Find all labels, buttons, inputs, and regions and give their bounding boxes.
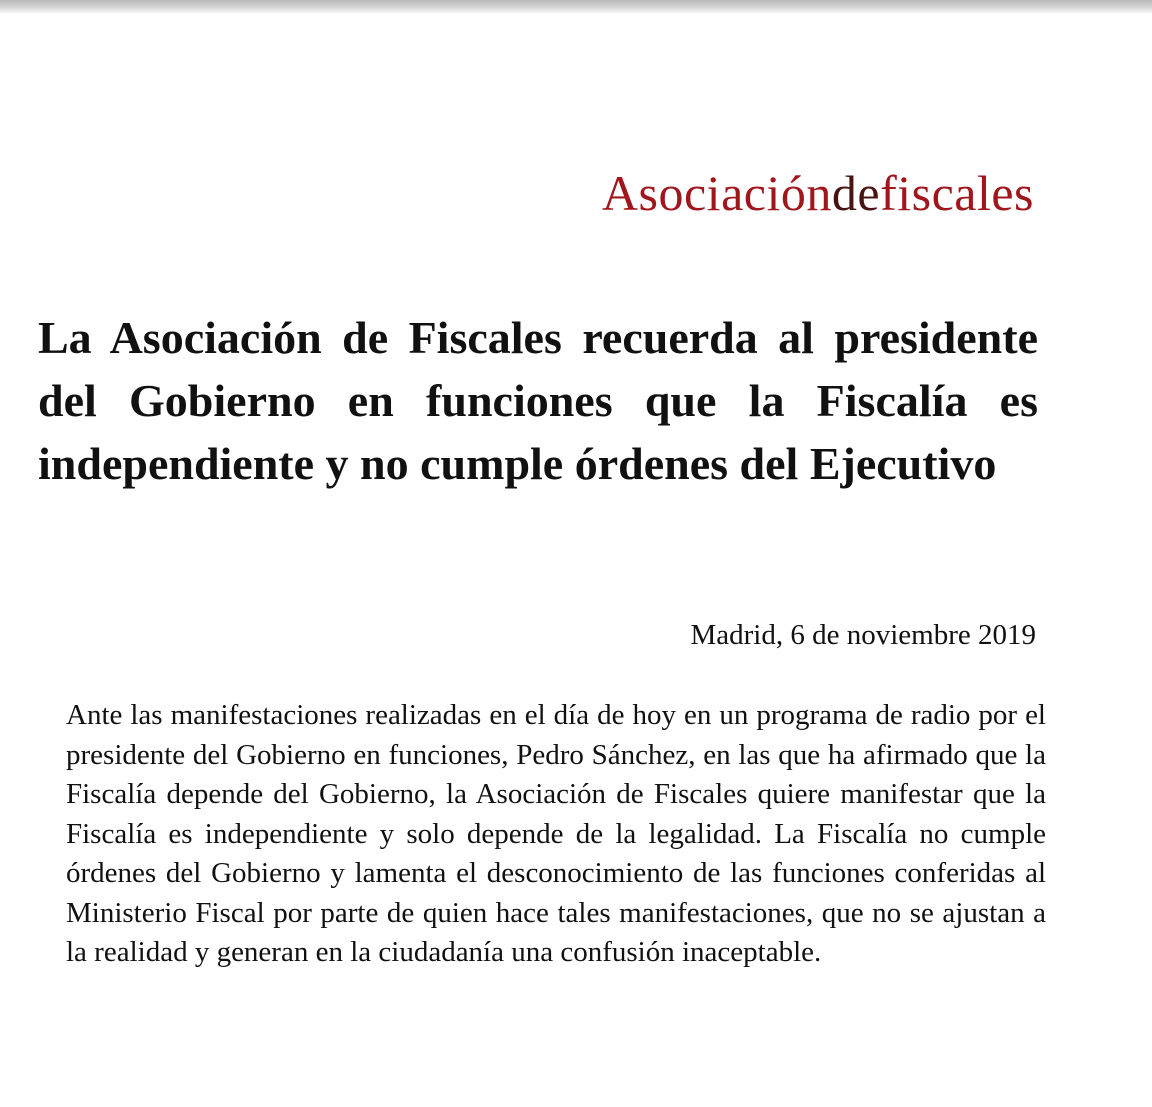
window-top-edge (0, 0, 1152, 14)
dateline: Madrid, 6 de noviembre 2019 (690, 619, 1036, 651)
logo-word-fiscales: fiscales (880, 165, 1034, 221)
logo-word-asociacion: Asociación (601, 165, 832, 221)
association-logo (601, 165, 1034, 221)
press-release-headline: La Asociación de Fiscales recuerda al presidente del Gobierno en funciones que la Fiscalía es independiente y no cumple órdenes del Ejecutivo (38, 312, 1038, 489)
press-release-body: Ante las manifestaciones realizadas en el día de hoy en un programa de radio por el presidente del Gobierno en funciones, Pedro Sánchez, en las que ha afirmado que la Fiscalía depende del Gobierno, la Asociación de Fiscales quiere manifestar que la Fiscalía es independiente y solo depende de la legalidad. La Fiscalía no cumple órdenes del Gobierno y lamenta el desconocimiento de las funciones conferidas al Ministerio Fiscal por parte de quien hace tales manifestaciones, que no se ajustan a la realidad y generan en la ciudadanía una confusión inaceptable. (66, 699, 1046, 968)
logo-word-de: de (831, 165, 881, 221)
